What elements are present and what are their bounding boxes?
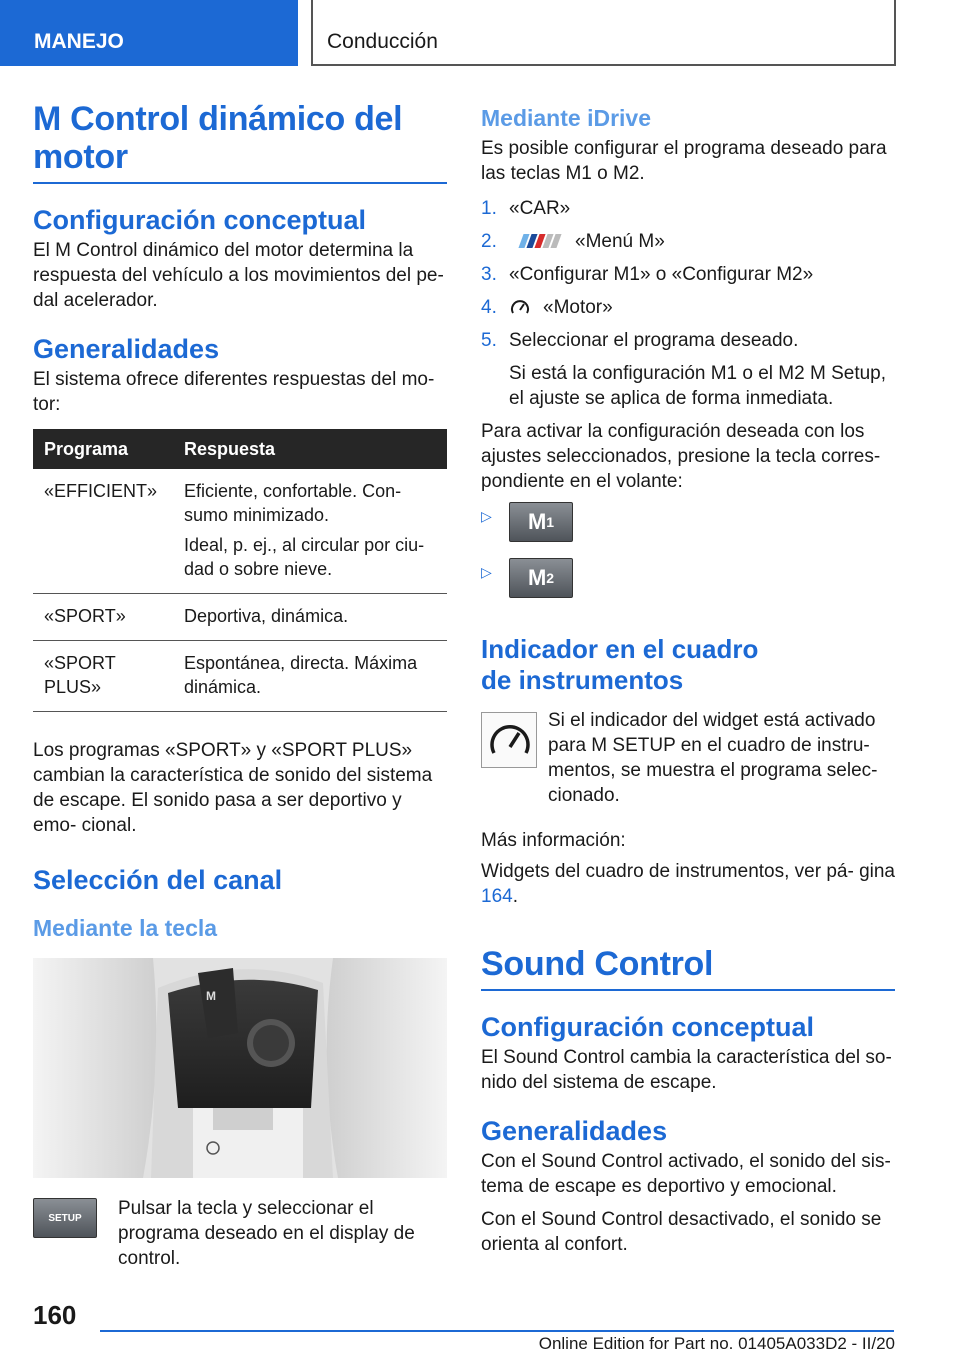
setup-row (33, 1198, 447, 1269)
general-text: El sistema ofrece diferentes respuestas del mo- tor: (33, 369, 435, 415)
section-tab: MANEJO (0, 0, 298, 66)
table-cell-program: «EFFICIENT» (33, 469, 173, 594)
svg-text:M: M (206, 989, 216, 1003)
widgets-text: Widgets del cuadro de instrumentos, ver pá- gina 164. (481, 861, 895, 907)
idrive-heading: Mediante iDrive (481, 105, 651, 131)
m1-label: M (527, 509, 547, 534)
m2-button[interactable] (509, 558, 573, 598)
m-stripes-icon (521, 234, 565, 248)
sound-general-heading: Generalidades (481, 1116, 668, 1146)
response-extra: Ideal, p. ej., al circular por ciu- dad o sobre nieve. (184, 535, 425, 579)
table-cell-response (173, 469, 447, 594)
sport-text: Los programas «SPORT» y «SPORT PLUS» cambian la característica de sonido del sistema de escape. El sonido pasa a ser deportivo y emo- cional. (33, 740, 433, 836)
list-item (481, 262, 895, 287)
table-cell-response: Espontánea, directa. Máxima dinámica. (173, 641, 447, 712)
table-row (33, 641, 447, 712)
right-column (481, 104, 895, 1257)
idrive-text: Es posible configurar el programa deseado para las teclas M1 o M2. (481, 138, 887, 184)
step-text: Seleccionar el programa deseado. (509, 330, 799, 351)
response-text: Eficiente, confortable. Con- sumo minimizado. (184, 481, 402, 525)
activate-text: Para activar la configuración deseada con los ajustes seleccionados, presione la tecla corres- pondiente en el volante: (481, 421, 881, 492)
console-image (33, 958, 447, 1178)
key-heading: Mediante la tecla (33, 915, 218, 941)
concept-text: El M Control dinámico del motor determina la respuesta del vehículo a los movimientos del pe- dal acelerador. (33, 240, 444, 311)
table-cell-program: «SPORT PLUS» (33, 641, 173, 712)
footer-divider (100, 1330, 894, 1332)
steps-list (481, 196, 895, 411)
table-cell-response: Deportiva, dinámica. (173, 594, 447, 641)
gauge-icon (481, 712, 537, 768)
page-number: 160 (33, 1300, 77, 1330)
indicator-heading: Indicador en el cuadro de instrumentos (481, 634, 759, 695)
section-title: M Control dinámico del motor (33, 100, 447, 184)
sound-concept-heading: Configuración conceptual (481, 1012, 815, 1042)
step-number: 4. (481, 297, 497, 318)
general-heading: Generalidades (33, 334, 220, 364)
m2-row (481, 558, 895, 614)
step-number: 1. (481, 198, 497, 219)
widgets-text-body: Widgets del cuadro de instrumentos, ver pá- gina (481, 861, 895, 882)
table-cell-program: «SPORT» (33, 594, 173, 641)
step-text: «Motor» (543, 297, 613, 318)
concept-heading: Configuración conceptual (33, 205, 367, 235)
edition-note: Online Edition for Part no. 01405A033D2 - II/20 (538, 1334, 895, 1353)
left-column (33, 100, 447, 1269)
step-note: Si está la configuración M1 o el M2 M Setup, el ajuste se aplica de forma inmediata. (509, 363, 887, 409)
arrow-icon: ▷ (481, 508, 492, 524)
setup-text: Pulsar la tecla y seleccionar el programa deseado en el display de control. (118, 1198, 415, 1269)
indicator-block (481, 712, 895, 820)
sound-concept-text: El Sound Control cambia la característica del so- nido del sistema de escape. (481, 1047, 892, 1093)
step-text: «CAR» (509, 198, 571, 219)
step-text: «Configurar M1» o «Configurar M2» (509, 264, 814, 285)
list-item (481, 229, 895, 254)
page-header (0, 0, 960, 66)
table-header-program: Programa (33, 429, 173, 469)
sound-title: Sound Control (481, 945, 895, 991)
step-number: 3. (481, 264, 497, 285)
m1-button[interactable] (509, 502, 573, 542)
m2-label: M (527, 565, 547, 590)
more-info: Más información: (481, 830, 626, 851)
step-number: 2. (481, 231, 497, 252)
m2-sup: 2 (546, 570, 555, 586)
list-item (481, 295, 895, 320)
channel-heading: Selección del canal (33, 865, 283, 895)
table-header-response: Respuesta (173, 429, 447, 469)
list-item (481, 196, 895, 221)
sound-off-text: Con el Sound Control desactivado, el sonido se orienta al confort. (481, 1209, 882, 1255)
list-item (481, 328, 895, 411)
setup-button[interactable]: SETUP (33, 1198, 97, 1238)
m1-sup: 1 (546, 514, 555, 530)
chapter-tab: Conducción (311, 0, 896, 66)
page-link[interactable]: 164 (481, 886, 513, 907)
step-number: 5. (481, 330, 497, 351)
center-console-illustration (33, 958, 447, 1178)
table-row (33, 594, 447, 641)
m1-row (481, 502, 895, 558)
arrow-icon: ▷ (481, 564, 492, 580)
indicator-text: Si el indicador del widget está activado para M SETUP en el cuadro de instru- mentos, se muestra el programa selec- cionado. (548, 710, 878, 806)
program-table (33, 429, 447, 712)
step-text: «Menú M» (575, 231, 665, 252)
table-header-row (33, 429, 447, 469)
engine-gauge-icon (509, 297, 531, 319)
table-row (33, 469, 447, 594)
sound-on-text: Con el Sound Control activado, el sonido del sis- tema de escape es deportivo y emocional. (481, 1151, 891, 1197)
